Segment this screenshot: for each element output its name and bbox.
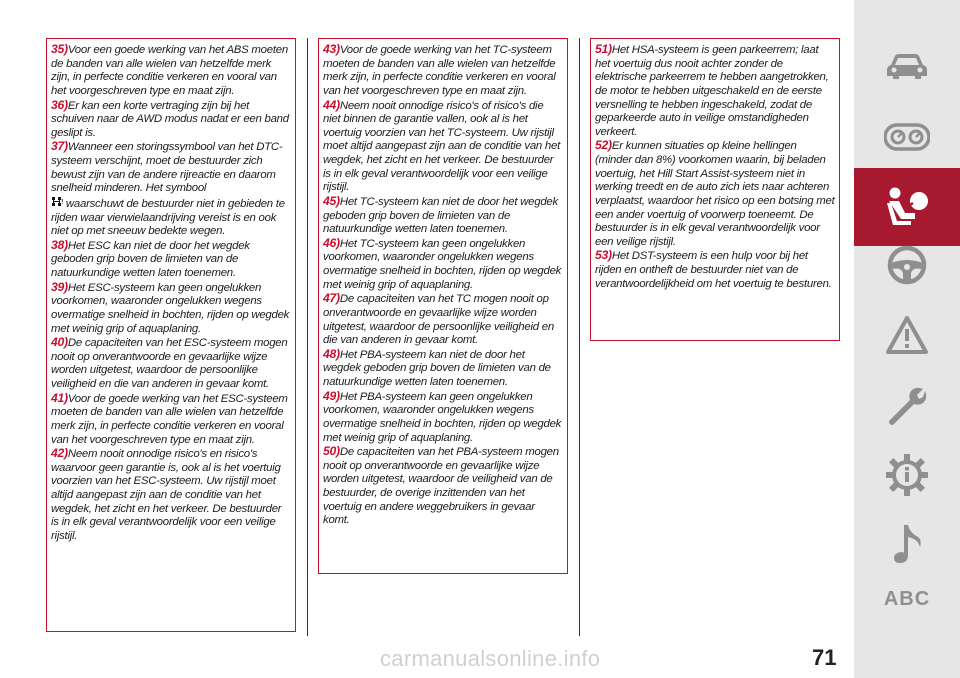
note-text: Er kunnen situaties op kleine hellingen (minder dan 8%) voorkomen waarin, bij beladen voertuig, het Hill Start Assist-systeem niet in werking treedt en de auto zich iets naar achteren verplaatst, waardoor het risico op een botsing met een ander voertuig of voorwerp toeneemt. De bestuurder is in elk geval verantwoordelijk voor een veilige rijstijl. [595,140,835,248]
note-text: Er kan een korte vertraging zijn bij het schuiven naar de AWD modus nadat er een band geslipt is. [51,99,289,139]
note-text: Voor de goede werking van het ESC-systeem moeten de banden van alle wielen van hetzelfde merk zijn, in perfecte conditie verkeren en vooral van het voorgeschreven type en maat zijn. [51,392,288,446]
note-48 [323,348,563,390]
note-53 [595,249,835,291]
note-44 [323,99,563,195]
note-40 [51,336,291,392]
note-number: 36) [51,97,68,112]
note-number: 44) [323,97,340,112]
note-text: De capaciteiten van het ESC-systeem mogen nooit op onverantwoorde en gevaarlijke wijze worden uitgetest, waardoor de persoonlijke veiligheid en die van anderen in gevaar komt. [51,337,288,390]
note-52 [595,139,835,249]
note-49 [323,390,563,446]
steering-wheel-icon[interactable] [854,226,960,304]
note-number: 51) [595,42,612,56]
warning-box-col1 [46,38,296,632]
note-text: Neem nooit onnodige risico's en risico's waarvoor geen garantie is, ook al is het voertuig voorzien van het ESC-systeem. Uw rijstijl moet altijd aangepast zijn aan de conditie van het wegdek, het zicht en het verkeer. De bestuurder is in elk geval verantwoordelijk voor een veilige rijstijl. [51,448,282,542]
note-number: 35) [51,42,68,56]
note-text: Het PBA-systeem kan geen ongelukken voorkomen, waaronder ongelukken wegens overmatige snelheid in bochten, rijden op wegdek met weinig grip of aquaplaning. [323,390,562,444]
note-37 [51,140,291,238]
note-51 [595,43,835,139]
note-text: Voor een goede werking van het ABS moeten de banden van alle wielen van hetzelfde merk zijn, in perfecte conditie verkeren en vooral van het voorgeschreven type en maat zijn. [51,44,288,97]
warning-triangle-icon[interactable] [854,296,960,374]
note-number: 39) [51,279,68,294]
note-text: Wanneer een storingssymbool van het DTC-systeem verschijnt, moet de bestuurder zich bewust zijn van de andere rijreactie en daarom snelheid minderen. Het symbool [51,141,283,195]
note-text: Het HSA-systeem is geen parkeerrem; laat het voertuig dus nooit achter zonder de elektrische parkeerrem te hebben aangetrokken, de motor te hebben uitgeschakeld en de eerste versnelling te hebben ingeschakeld, zodat de geparkeerde auto in veilige omstandigheden verkeert. [595,44,829,138]
watermark: carmanualsonline.info [380,646,601,671]
note-text: Het DST-systeem is een hulp voor bij het rijden en ontheft de bestuurder niet van de verantwoordelijkheid om het voertuig te besturen. [595,250,832,290]
note-text: Neem nooit onnodige risico's of risico's die niet binnen de garantie vallen, ook al is het voertuig voorzien van het TC-systeem. Uw rijstijl moet altijd aangepast zijn aan de conditie van het wegdek, het zicht en het verkeer. De bestuurder is in elk geval verantwoordelijk voor een veilige rijstijl. [323,99,560,194]
note-42 [51,447,291,543]
note-43 [323,43,563,99]
note-number: 53) [595,248,612,263]
note-39 [51,281,291,337]
note-text: Het ESC kan niet de door het wegdek geboden grip boven de limieten van de natuurkundige wetten laten toenemen. [51,239,250,279]
note-number: 49) [323,388,340,403]
note-number: 52) [595,138,612,153]
column-divider [579,38,580,636]
note-number: 46) [323,235,340,250]
abc-index[interactable] [854,560,960,638]
note-number: 41) [51,390,68,405]
page-number: 71 [812,645,837,670]
dashboard-gauges-icon[interactable] [854,98,960,176]
note-41 [51,392,291,448]
note-text: Het TC-systeem kan geen ongelukken voorkomen, waaronder ongelukken wegens overmatige snelheid in bochten, rijden op wegdek met weinig grip of aquaplaning. [323,237,562,291]
note-35 [51,43,291,99]
note-text: waarschuwt de bestuurder niet in gebieden te rijden waar vierwielaandrijving vereist is en ook niet op met sneeuw bedekte wegen. [51,197,285,238]
note-46 [323,237,563,293]
warning-box-col2 [318,38,568,574]
awd-warning-icon [51,196,63,212]
car-icon[interactable] [854,28,960,106]
note-text: De capaciteiten van het TC mogen nooit op onverantwoorde en gevaarlijke wijze worden uitgetest, waardoor de persoonlijke veiligheid en die van anderen in gevaar komt. [323,293,554,347]
note-36 [51,99,291,141]
note-text: Het TC-systeem kan niet de door het wegdek geboden grip boven de limieten van de natuurkundige wetten laten toenemen. [323,195,558,236]
warning-box-col3 [590,38,840,341]
note-38 [51,239,291,281]
note-number: 37) [51,139,68,154]
note-number: 38) [51,237,68,252]
wrench-icon[interactable] [854,368,960,446]
note-number: 45) [323,193,340,208]
column-divider [307,38,308,636]
note-47 [323,292,563,348]
svg-text:!: ! [61,199,63,206]
gear-info-icon[interactable] [854,436,960,514]
chapter-sidebar [854,0,960,678]
note-text: Voor de goede werking van het TC-systeem moeten de banden van alle wielen van hetzelfde merk zijn, in perfecte conditie verkeren en vooral van het voorgeschreven type en maat zijn. [323,44,556,97]
note-number: 47) [323,291,340,306]
note-text: De capaciteiten van het PBA-systeem mogen nooit op onverantwoorde en gevaarlijke wijze worden uitgetest, waardoor de veiligheid van de bestuurder, de overige inzittenden van het voertuig en andere weggebruikers in gevaar komt. [323,446,559,527]
note-text: Het ESC-systeem kan geen ongelukken voorkomen, waaronder ongelukken wegens overmatige snelheid in bochten, rijden op wegdek met weinig grip of aquaplaning. [51,281,290,335]
note-number: 40) [51,335,68,350]
note-number: 43) [323,42,340,56]
note-number: 48) [323,346,340,361]
note-45 [323,195,563,237]
note-number: 42) [51,446,68,461]
abc-label: ABC [883,587,931,610]
note-50 [323,445,563,528]
note-number: 50) [323,444,340,459]
note-text: Het PBA-systeem kan niet de door het wegdek geboden grip boven de limieten van de natuurkundige wetten laten toenemen. [323,348,551,388]
